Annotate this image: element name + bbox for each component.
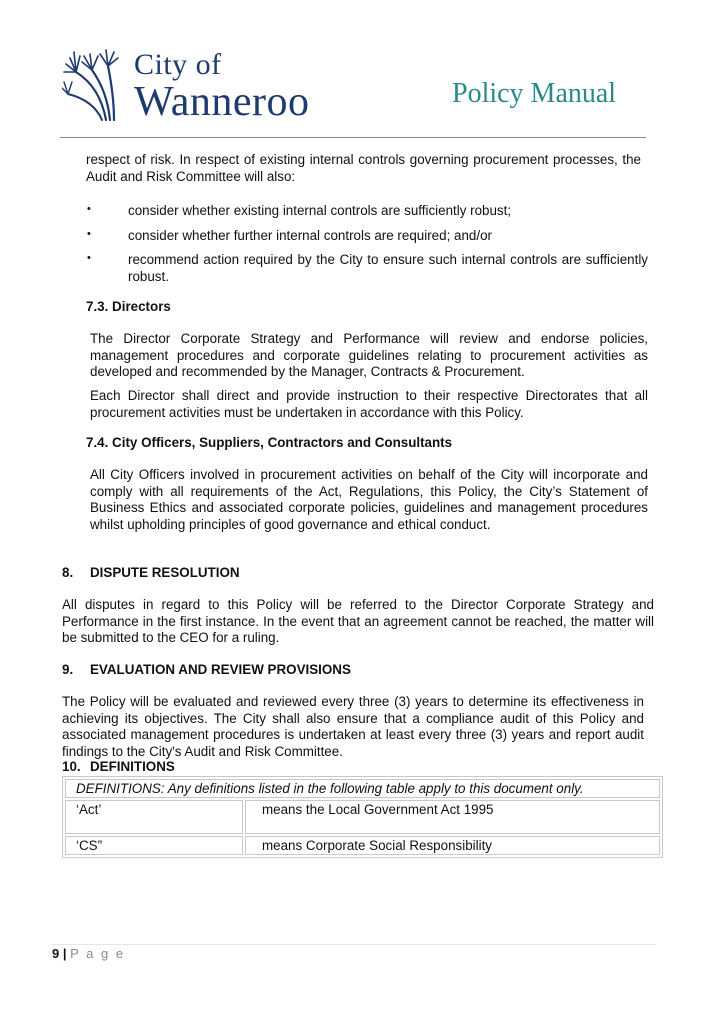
page-number: 9: [52, 946, 60, 961]
logo-wanneroo-text: Wanneroo: [134, 79, 310, 125]
footer-divider: [52, 944, 656, 945]
bullet-text: consider whether further internal controls are required; and/or: [128, 227, 492, 243]
definitions-table: [62, 776, 663, 858]
table-caption: DEFINITIONS: Any definitions listed in the following table apply to this document only.: [65, 779, 660, 798]
section-9-number: 9.: [62, 662, 74, 677]
intro-bullet-list: [86, 203, 648, 285]
city-logo-icon: [62, 48, 132, 122]
section-7-3-paragraph-2: Each Director shall direct and provide instruction to their respective Directorates that all procurement activities must be undertaken in accordance with this Policy.: [90, 388, 648, 420]
definition-meaning: means Corporate Social Responsibility: [245, 836, 660, 855]
section-9-title: EVALUATION AND REVIEW PROVISIONS: [90, 662, 351, 677]
section-7-3-heading: 7.3. Directors: [86, 299, 171, 314]
bullet-text: consider whether existing internal controls are sufficiently robust;: [128, 203, 512, 218]
footer-separator: |: [62, 946, 67, 961]
logo-city-of-text: City of: [134, 48, 222, 81]
bullet-text: recommend action required by the City to ensure such internal controls are sufficiently robust.: [128, 252, 648, 284]
page-footer: [52, 946, 125, 961]
section-7-4-paragraph: All City Officers involved in procurement activities on behalf of the City will incorporate and comply with all requirements of the Act, Regulations, this Policy, the City’s Statement of Business Ethics and associated corporate policies, guidelines and management procedures whilst upholding principles of good governance and ethical conduct.: [90, 467, 648, 532]
definition-term: ‘CS”: [65, 836, 243, 855]
bullet-icon: •: [87, 203, 91, 215]
page-label: P a g e: [70, 946, 126, 961]
section-7-4-heading: 7.4. City Officers, Suppliers, Contractors and Consultants: [86, 435, 453, 450]
definition-meaning: means the Local Government Act 1995: [245, 800, 660, 834]
section-8-paragraph: All disputes in regard to this Policy will be referred to the Director Corporate Strategy and Performance in the first instance. In the event that an agreement cannot be reached, the matter will be submitted to the CEO for a ruling.: [62, 597, 654, 645]
table-row: [65, 800, 660, 834]
table-caption-row: [65, 779, 660, 798]
list-item: [86, 228, 648, 245]
section-8-number: 8.: [62, 565, 74, 580]
list-item: [86, 252, 648, 285]
section-10-title: DEFINITIONS: [90, 759, 175, 774]
definition-term: ‘Act’: [65, 800, 243, 834]
bullet-icon: •: [87, 227, 91, 240]
section-8-heading: [62, 565, 240, 580]
section-9-heading: [62, 662, 351, 677]
section-7-3-paragraph-1: The Director Corporate Strategy and Performance will review and endorse policies, management procedures and corporate guidelines relating to procurement activities as developed and recommended by the Manager, Contracts & Procurement.: [90, 331, 648, 379]
table-row: [65, 836, 660, 855]
section-10-number: 10.: [62, 759, 81, 774]
header-divider: [60, 137, 646, 138]
list-item: [86, 203, 648, 220]
bullet-icon: •: [87, 252, 91, 264]
section-8-title: DISPUTE RESOLUTION: [90, 565, 240, 580]
intro-paragraph: respect of risk. In respect of existing internal controls governing procurement processes, the Audit and Risk Committee will also:: [86, 152, 641, 184]
section-10-heading: [62, 759, 175, 774]
manual-title: Policy Manual: [452, 78, 617, 109]
section-9-paragraph: The Policy will be evaluated and reviewed every three (3) years to determine its effectiveness in achieving its objectives. The City shall also ensure that a compliance audit of this Policy and associated management procedures is undertaken at least every three (3) years and report audit findings to the City's Audit and Risk Committee.: [62, 694, 644, 759]
